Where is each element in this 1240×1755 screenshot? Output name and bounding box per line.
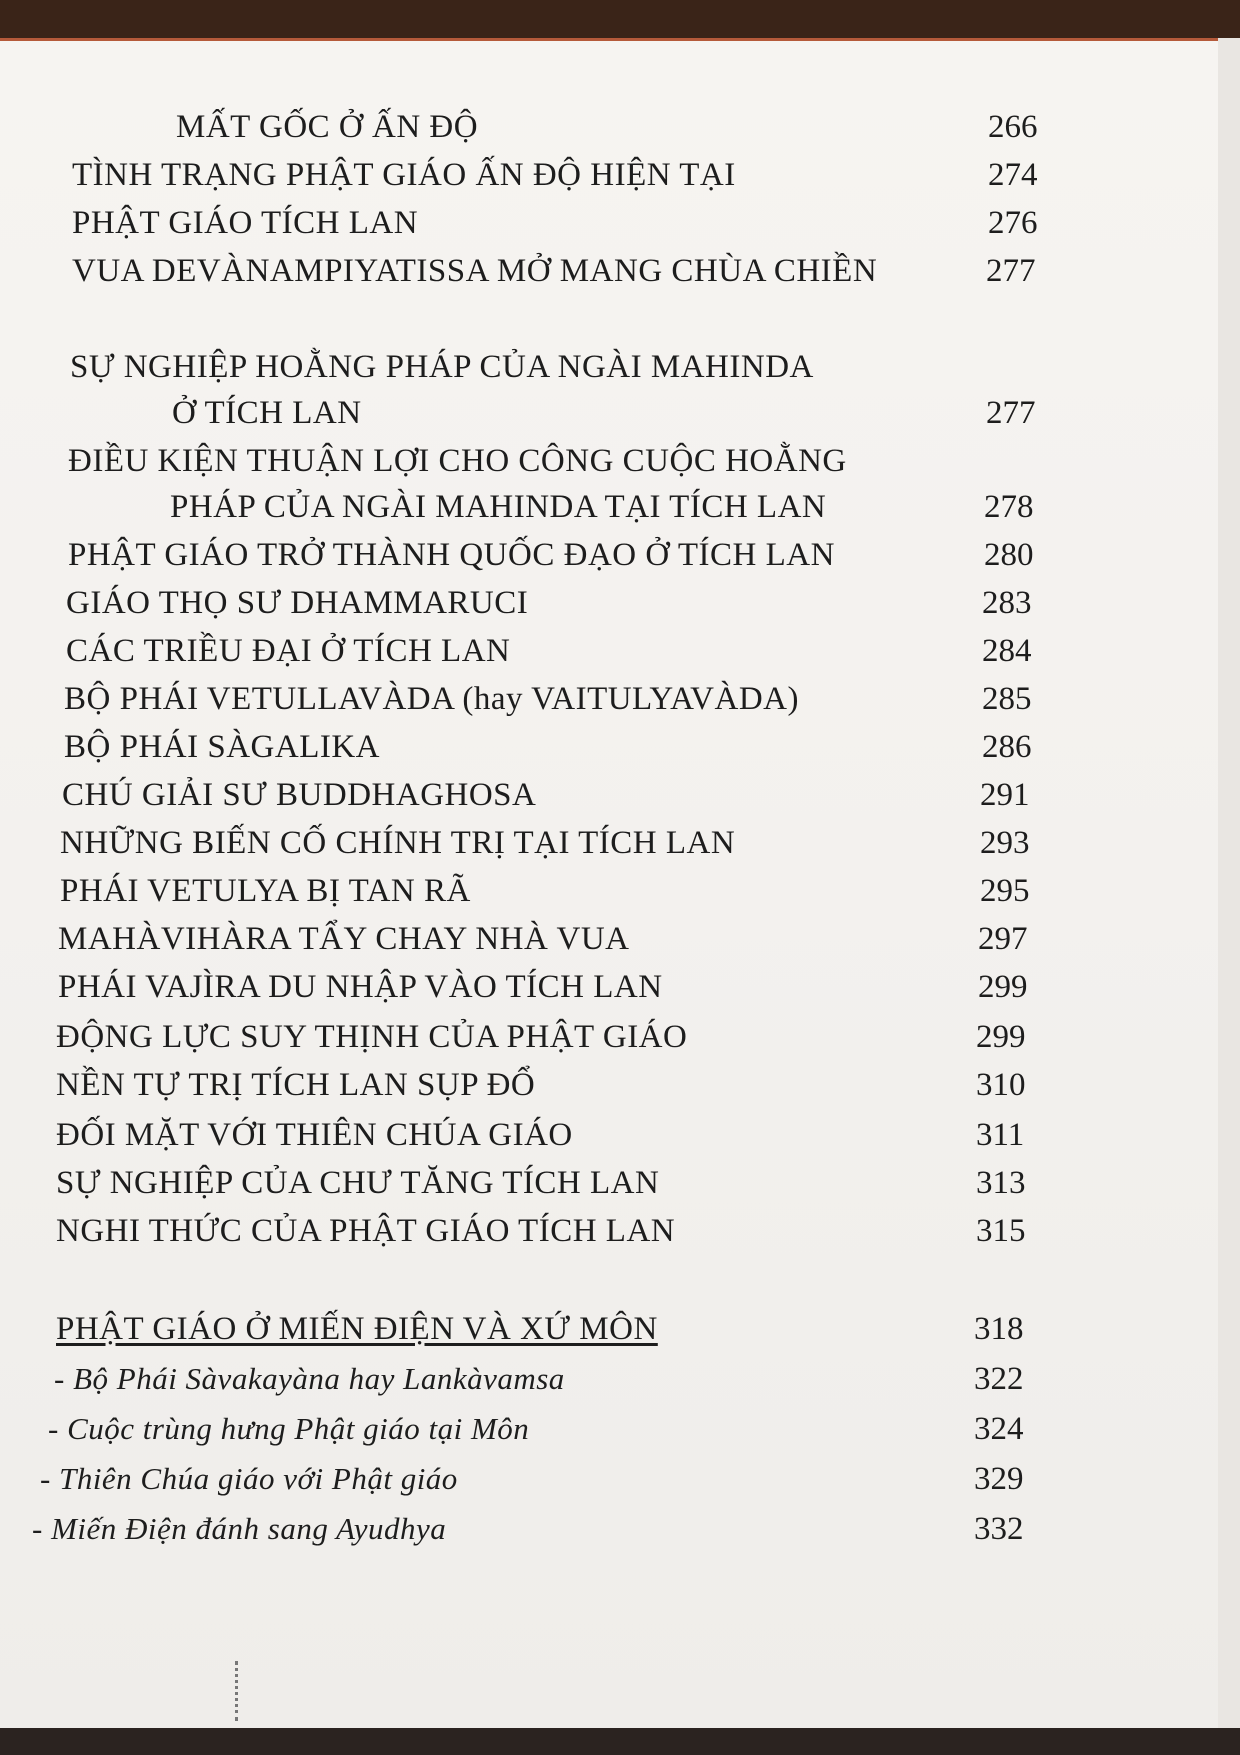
book-page [0, 38, 1220, 1728]
toc-entry-page: 277 [986, 395, 1036, 431]
toc-entry-title: PHÁP CỦA NGÀI MAHINDA TẠI TÍCH LAN [170, 489, 827, 525]
page-edge [1218, 38, 1240, 1755]
toc-entry-title: NGHI THỨC CỦA PHẬT GIÁO TÍCH LAN [56, 1213, 676, 1249]
toc-entry-page: 329 [974, 1461, 1024, 1497]
toc-entry-page: 299 [976, 1019, 1026, 1055]
toc-subentry-title: - Thiên Chúa giáo với Phật giáo [40, 1461, 458, 1496]
table-of-contents [0, 41, 1220, 1731]
toc-entry-title: BỘ PHÁI VETULLAVÀDA (hay VAITULYAVÀDA) [64, 681, 799, 717]
toc-entry-title: VUA DEVÀNAMPIYATISSA MỞ MANG CHÙA CHIỀN [72, 253, 878, 289]
toc-entry-title: SỰ NGHIỆP HOẰNG PHÁP CỦA NGÀI MAHINDA [70, 349, 814, 385]
toc-entry-title: Ở TÍCH LAN [172, 395, 362, 431]
toc-entry-page: 291 [980, 777, 1030, 813]
toc-entry-page: 278 [984, 489, 1034, 525]
toc-entry-title: PHẬT GIÁO TÍCH LAN [72, 205, 419, 241]
toc-entry-title: CHÚ GIẢI SƯ BUDDHAGHOSA [62, 777, 537, 813]
toc-entry-page: 324 [974, 1411, 1024, 1447]
toc-entry-page: 311 [976, 1117, 1025, 1153]
toc-entry-page: 313 [976, 1165, 1026, 1201]
toc-entry-page: 297 [978, 921, 1028, 957]
toc-entry-title: ĐIỀU KIỆN THUẬN LỢI CHO CÔNG CUỘC HOẰNG [68, 443, 847, 479]
toc-entry-page: 318 [974, 1311, 1024, 1347]
toc-entry-page: 284 [982, 633, 1032, 669]
toc-entry-page: 322 [974, 1361, 1024, 1397]
toc-entry-title: ĐỐI MẶT VỚI THIÊN CHÚA GIÁO [56, 1117, 573, 1153]
toc-entry-title: ĐỘNG LỰC SUY THỊNH CỦA PHẬT GIÁO [56, 1019, 688, 1055]
toc-entry-title: SỰ NGHIỆP CỦA CHƯ TĂNG TÍCH LAN [56, 1165, 660, 1201]
toc-entry-page: 277 [986, 253, 1036, 289]
toc-subentry-title: - Bộ Phái Sàvakayàna hay Lankàvamsa [54, 1361, 565, 1396]
toc-entry-page: 286 [982, 729, 1032, 765]
toc-entry-page: 266 [988, 109, 1038, 145]
toc-entry-title: CÁC TRIỀU ĐẠI Ở TÍCH LAN [66, 633, 511, 669]
scan-artifact-dots [235, 1661, 241, 1721]
toc-entry-page: 285 [982, 681, 1032, 717]
toc-entry-title: BỘ PHÁI SÀGALIKA [64, 729, 381, 765]
toc-entry-page: 299 [978, 969, 1028, 1005]
toc-entry-page: 295 [980, 873, 1030, 909]
toc-entry-page: 315 [976, 1213, 1026, 1249]
toc-entry-title: PHÁI VAJÌRA DU NHẬP VÀO TÍCH LAN [58, 969, 663, 1005]
toc-entry-title: NHỮNG BIẾN CỐ CHÍNH TRỊ TẠI TÍCH LAN [60, 825, 736, 861]
toc-entry-title: NỀN TỰ TRỊ TÍCH LAN SỤP ĐỔ [56, 1067, 536, 1103]
toc-entry-title: TÌNH TRẠNG PHẬT GIÁO ẤN ĐỘ HIỆN TẠI [72, 157, 736, 193]
toc-entry-page: 293 [980, 825, 1030, 861]
toc-entry-title: PHÁI VETULYA BỊ TAN RÃ [60, 873, 471, 909]
toc-entry-page: 276 [988, 205, 1038, 241]
toc-subentry-title: - Cuộc trùng hưng Phật giáo tại Môn [48, 1411, 530, 1446]
toc-entry-page: 274 [988, 157, 1038, 193]
toc-entry-page: 310 [976, 1067, 1026, 1103]
toc-entry-title: GIÁO THỌ SƯ DHAMMARUCI [66, 585, 529, 621]
toc-subentry-title: - Miến Điện đánh sang Ayudhya [32, 1511, 447, 1546]
toc-entry-title: MAHÀVIHÀRA TẨY CHAY NHÀ VUA [58, 921, 630, 957]
toc-entry-page: 280 [984, 537, 1034, 573]
toc-entry-page: 283 [982, 585, 1032, 621]
toc-entry-page: 332 [974, 1511, 1024, 1547]
toc-section-heading: PHẬT GIÁO Ở MIẾN ĐIỆN VÀ XỨ MÔN [56, 1311, 658, 1347]
toc-entry-title: MẤT GỐC Ở ẤN ĐỘ [176, 109, 479, 145]
book-bottom-edge [0, 1728, 1240, 1755]
toc-entry-title: PHẬT GIÁO TRỞ THÀNH QUỐC ĐẠO Ở TÍCH LAN [68, 537, 835, 573]
